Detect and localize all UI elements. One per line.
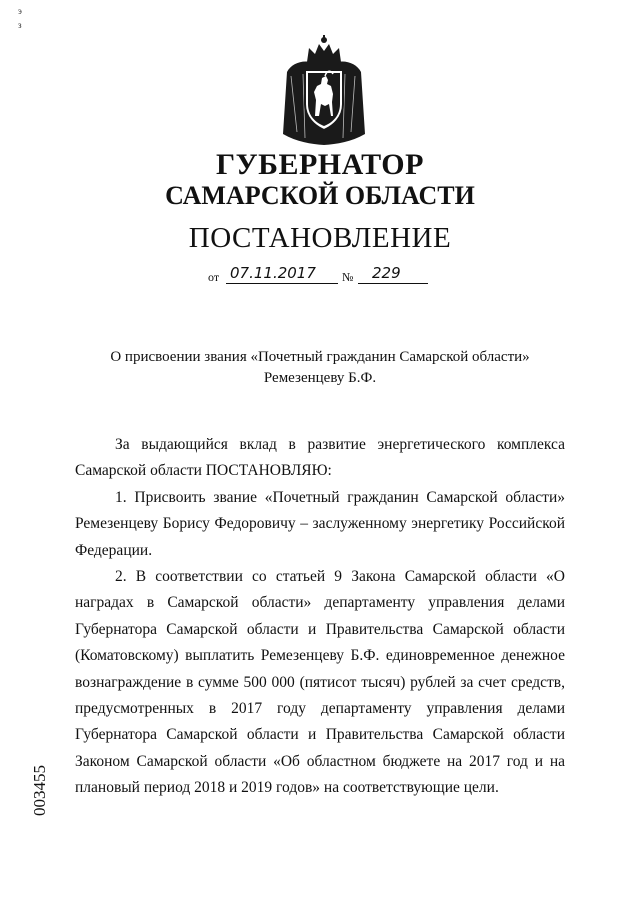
number-value: 229 xyxy=(372,264,401,282)
body-paragraph: За выдающийся вклад в развитие энергетического комплекса Самарской области ПОСТАНОВЛЯЮ: xyxy=(75,436,565,480)
date-value: 07.11.2017 xyxy=(230,264,316,282)
registration-number: 003455 xyxy=(30,765,49,816)
margin-mark: э xyxy=(18,6,22,16)
margin-mark: з xyxy=(18,20,22,30)
document-subject xyxy=(0,347,640,389)
date-underline xyxy=(226,283,338,284)
number-underline xyxy=(358,283,428,284)
issuer-region: САМАРСКОЙ ОБЛАСТИ xyxy=(165,181,475,210)
body-paragraph: 2. В соответствии со статьей 9 Закона Самарской области «О наградах в Самарской области» департаменту управления делами Губернатора Самарской области и Правительства Самарской области (Коматовскому) выплатить Ремезенцеву Б.Ф. единовременное денежное вознаграждение в сумме 500 000 (пятисот тысяч) рублей за счет средств, предусмотренных в 2017 году департаменту управления делами Губернатора Самарской области и Правительства Самарской области Законом Самарской области «Об областном бюджете на 2017 год и на плановый период 2018 и 2019 годов» на соответствующие цели. xyxy=(75,568,565,797)
issuer-title: ГУБЕРНАТОР xyxy=(216,148,424,181)
document-type: ПОСТАНОВЛЕНИЕ xyxy=(188,222,452,254)
subject-line: О присвоении звания «Почетный гражданин Самарской области» xyxy=(110,349,530,365)
number-label: № xyxy=(342,270,354,284)
date-label: от xyxy=(208,270,220,284)
body-paragraph: 1. Присвоить звание «Почетный гражданин Самарской области» Ремезенцеву Борису Федоровичу – заслуженному энергетику Российской Федерации. xyxy=(75,488,565,559)
margin-marks xyxy=(18,4,22,32)
subject-line: Ремезенцеву Б.Ф. xyxy=(263,370,377,386)
document-body xyxy=(75,432,565,802)
samara-coat-of-arms-icon xyxy=(281,34,367,146)
